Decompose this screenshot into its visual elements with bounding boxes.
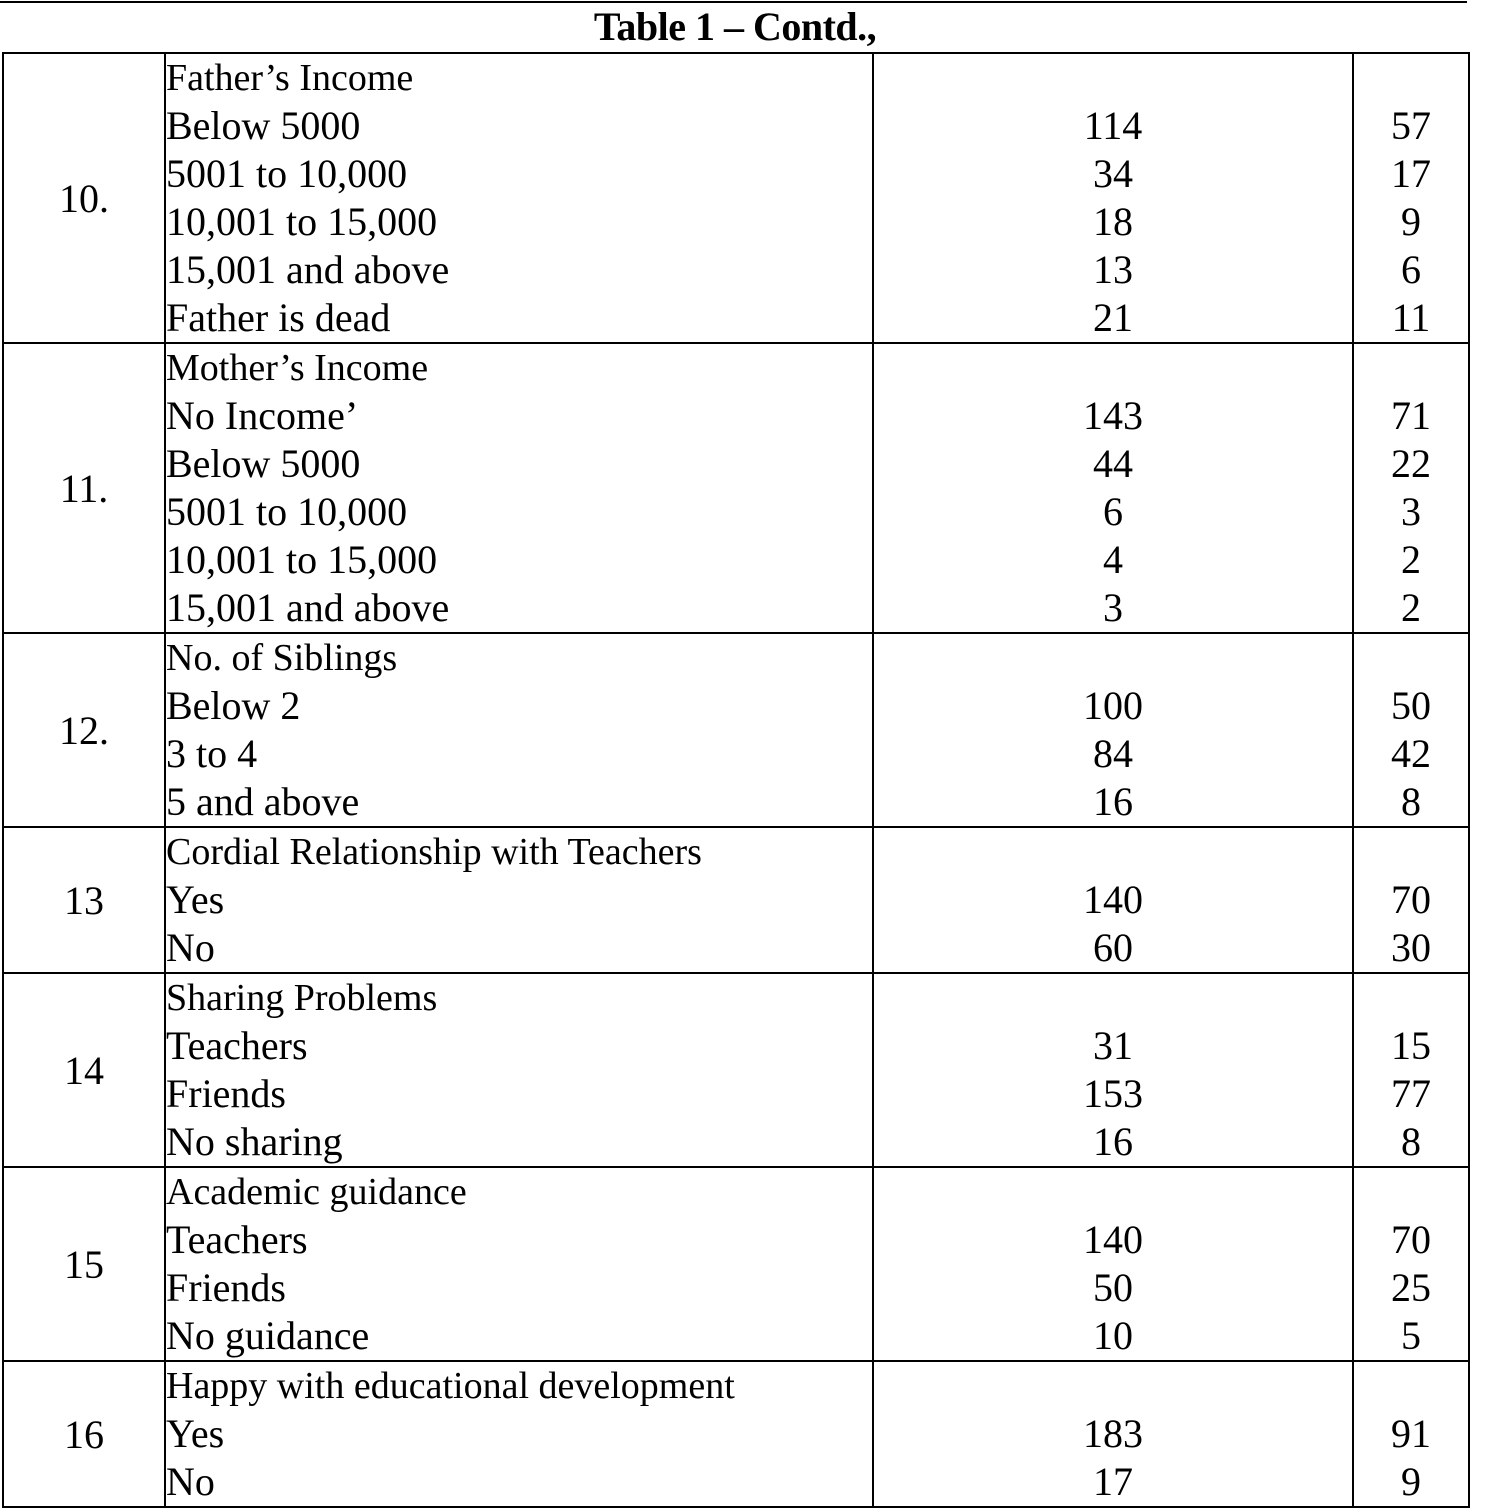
category-label: Below 5000 xyxy=(166,103,361,148)
count-value: 84 xyxy=(1093,731,1133,776)
percent-value: 30 xyxy=(1391,925,1431,970)
count-value: 44 xyxy=(1093,441,1133,486)
percent-value: 77 xyxy=(1391,1071,1431,1116)
percent-value: 9 xyxy=(1401,1459,1421,1504)
percent-spacer xyxy=(1354,828,1468,876)
percent-cell xyxy=(1353,827,1469,973)
category-label: No xyxy=(166,925,215,970)
serial-number: 12. xyxy=(59,707,109,753)
percent-spacer xyxy=(1354,54,1468,102)
category-heading: Sharing Problems xyxy=(166,977,438,1019)
count-value: 34 xyxy=(1093,151,1133,196)
percent-value: 70 xyxy=(1391,1217,1431,1262)
serial-number-cell xyxy=(3,973,165,1167)
category-heading: No. of Siblings xyxy=(166,637,398,679)
count-cell xyxy=(873,1361,1353,1507)
serial-number: 11. xyxy=(59,465,109,511)
percent-value: 70 xyxy=(1391,877,1431,922)
count-spacer xyxy=(874,828,1352,876)
serial-number-cell xyxy=(3,633,165,827)
category-label: Below 5000 xyxy=(166,441,361,486)
category-label: 10,001 to 15,000 xyxy=(166,199,438,244)
category-cell xyxy=(165,973,873,1167)
count-spacer xyxy=(874,54,1352,102)
count-value: 4 xyxy=(1103,537,1123,582)
category-cell xyxy=(165,1167,873,1361)
table-row xyxy=(3,827,1469,973)
category-heading: Cordial Relationship with Teachers xyxy=(166,831,702,873)
count-value: 114 xyxy=(1083,103,1143,148)
category-label: No sharing xyxy=(166,1119,343,1164)
category-heading: Happy with educational development xyxy=(166,1365,735,1407)
percent-value: 3 xyxy=(1401,489,1421,534)
percent-value: 11 xyxy=(1391,295,1431,340)
percent-spacer xyxy=(1354,344,1468,392)
count-value: 17 xyxy=(1093,1459,1133,1504)
category-label: No xyxy=(166,1459,215,1504)
percent-cell xyxy=(1353,343,1469,633)
count-value: 50 xyxy=(1093,1265,1133,1310)
count-cell xyxy=(873,633,1353,827)
count-value: 140 xyxy=(1083,1217,1143,1262)
data-table xyxy=(2,52,1470,1508)
count-spacer xyxy=(874,1362,1352,1410)
count-value: 140 xyxy=(1083,877,1143,922)
category-label: Father is dead xyxy=(166,295,391,340)
category-label: No Income’ xyxy=(166,393,359,438)
percent-value: 91 xyxy=(1391,1411,1431,1456)
category-label: No guidance xyxy=(166,1313,370,1358)
count-value: 60 xyxy=(1093,925,1133,970)
serial-number-cell xyxy=(3,827,165,973)
percent-value: 8 xyxy=(1401,779,1421,824)
percent-value: 42 xyxy=(1391,731,1431,776)
count-spacer xyxy=(874,1168,1352,1216)
category-cell xyxy=(165,343,873,633)
percent-value: 2 xyxy=(1401,537,1421,582)
count-value: 21 xyxy=(1093,295,1133,340)
category-label: Teachers xyxy=(166,1023,308,1068)
percent-value: 25 xyxy=(1391,1265,1431,1310)
table-row xyxy=(3,633,1469,827)
serial-number: 14 xyxy=(64,1047,104,1093)
table-row xyxy=(3,53,1469,343)
percent-value: 15 xyxy=(1391,1023,1431,1068)
serial-number: 16 xyxy=(64,1411,104,1457)
category-label: 15,001 and above xyxy=(166,585,450,630)
count-value: 100 xyxy=(1083,683,1143,728)
category-label: Yes xyxy=(166,877,225,922)
category-label: 10,001 to 15,000 xyxy=(166,537,438,582)
percent-value: 8 xyxy=(1401,1119,1421,1164)
table-row xyxy=(3,1167,1469,1361)
category-cell xyxy=(165,633,873,827)
count-spacer xyxy=(874,634,1352,682)
table-title: Table 1 – Contd., xyxy=(593,4,877,49)
category-label: 5 and above xyxy=(166,779,360,824)
percent-spacer xyxy=(1354,1168,1468,1216)
percent-spacer xyxy=(1354,1362,1468,1410)
serial-number: 13 xyxy=(64,877,104,923)
count-value: 6 xyxy=(1103,489,1123,534)
table-row xyxy=(3,973,1469,1167)
category-cell xyxy=(165,53,873,343)
category-label: Below 2 xyxy=(166,683,301,728)
count-cell xyxy=(873,827,1353,973)
count-cell xyxy=(873,973,1353,1167)
percent-spacer xyxy=(1354,974,1468,1022)
percent-spacer xyxy=(1354,634,1468,682)
category-heading: Mother’s Income xyxy=(166,347,429,389)
count-spacer xyxy=(874,974,1352,1022)
category-label: 5001 to 10,000 xyxy=(166,151,408,196)
category-label: 5001 to 10,000 xyxy=(166,489,408,534)
serial-number: 10. xyxy=(59,175,109,221)
count-value: 10 xyxy=(1093,1313,1133,1358)
count-spacer xyxy=(874,344,1352,392)
serial-number-cell xyxy=(3,343,165,633)
count-value: 13 xyxy=(1093,247,1133,292)
percent-cell xyxy=(1353,973,1469,1167)
percent-value: 6 xyxy=(1401,247,1421,292)
percent-value: 17 xyxy=(1391,151,1431,196)
count-value: 3 xyxy=(1103,585,1123,630)
table-body xyxy=(3,53,1469,1507)
percent-cell xyxy=(1353,1167,1469,1361)
count-value: 183 xyxy=(1083,1411,1143,1456)
count-value: 16 xyxy=(1093,1119,1133,1164)
category-heading: Father’s Income xyxy=(166,57,414,99)
percent-value: 57 xyxy=(1391,103,1431,148)
percent-value: 5 xyxy=(1401,1313,1421,1358)
percent-cell xyxy=(1353,1361,1469,1507)
category-label: Yes xyxy=(166,1411,225,1456)
percent-value: 71 xyxy=(1391,393,1431,438)
table-row xyxy=(3,1361,1469,1507)
percent-value: 9 xyxy=(1401,199,1421,244)
category-label: Friends xyxy=(166,1265,286,1310)
category-cell xyxy=(165,1361,873,1507)
category-label: Teachers xyxy=(166,1217,308,1262)
category-cell xyxy=(165,827,873,973)
table-row xyxy=(3,343,1469,633)
serial-number-cell xyxy=(3,53,165,343)
serial-number-cell xyxy=(3,1361,165,1507)
count-value: 31 xyxy=(1093,1023,1133,1068)
category-heading: Academic guidance xyxy=(166,1171,467,1213)
count-value: 16 xyxy=(1093,779,1133,824)
count-value: 143 xyxy=(1083,393,1143,438)
percent-cell xyxy=(1353,633,1469,827)
percent-value: 22 xyxy=(1391,441,1431,486)
percent-value: 2 xyxy=(1401,585,1421,630)
percent-value: 50 xyxy=(1391,683,1431,728)
count-value: 153 xyxy=(1083,1071,1143,1116)
count-cell xyxy=(873,53,1353,343)
count-value: 18 xyxy=(1093,199,1133,244)
serial-number: 15 xyxy=(64,1241,104,1287)
category-label: Friends xyxy=(166,1071,286,1116)
percent-cell xyxy=(1353,53,1469,343)
count-cell xyxy=(873,1167,1353,1361)
category-label: 15,001 and above xyxy=(166,247,450,292)
count-cell xyxy=(873,343,1353,633)
category-label: 3 to 4 xyxy=(166,731,258,776)
serial-number-cell xyxy=(3,1167,165,1361)
top-rule xyxy=(0,1,1467,3)
